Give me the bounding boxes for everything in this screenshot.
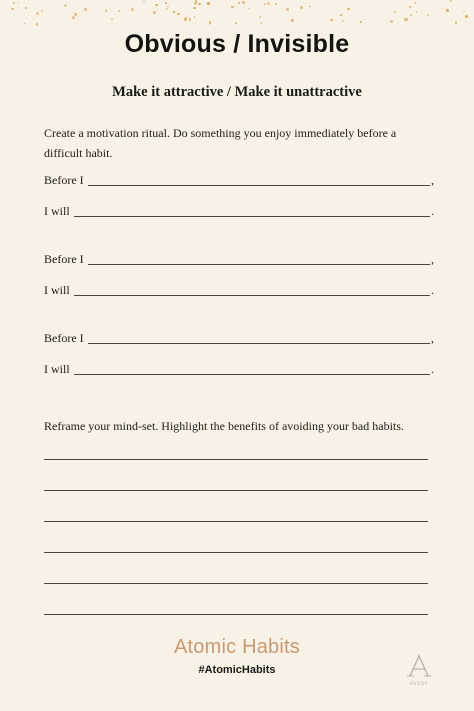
confetti-dot (153, 11, 156, 14)
confetti-dot (118, 10, 120, 12)
confetti-dot (231, 6, 234, 9)
writing-line-6[interactable] (44, 614, 428, 615)
confetti-dot (404, 18, 407, 21)
confetti-dot (347, 8, 349, 10)
field-label: Before I (44, 331, 84, 345)
confetti-dot (173, 11, 175, 13)
confetti-dot (342, 20, 344, 22)
confetti-dot (131, 8, 134, 11)
fill-in-line (88, 174, 430, 186)
before-i-field-3[interactable]: Before I , (44, 331, 434, 345)
confetti-decoration (0, 0, 474, 28)
confetti-dot (11, 8, 14, 11)
confetti-dot (238, 2, 240, 4)
confetti-dot (18, 2, 20, 4)
confetti-dot (463, 11, 465, 13)
confetti-dot (155, 4, 158, 7)
confetti-dot (455, 21, 457, 23)
confetti-dot (410, 14, 412, 16)
writing-line-1[interactable] (44, 459, 428, 460)
field-label: Before I (44, 252, 84, 266)
confetti-dot (24, 23, 26, 25)
confetti-dot (72, 16, 75, 19)
confetti-dot (390, 20, 393, 23)
confetti-dot (414, 2, 416, 4)
confetti-dot (465, 15, 468, 18)
confetti-dot (36, 23, 38, 25)
confetti-dot (309, 6, 311, 8)
i-will-field-1[interactable]: I will . (44, 204, 434, 218)
reframe-mindset-instruction: Reframe your mind-set. Highlight the benefits of avoiding your bad habits. (44, 419, 404, 433)
confetti-dot (267, 2, 270, 5)
confetti-dot (41, 10, 44, 13)
confetti-dot (286, 8, 289, 11)
confetti-dot (184, 18, 187, 21)
confetti-dot (165, 2, 167, 4)
confetti-dot (275, 3, 277, 5)
page-subtitle: Make it attractive / Make it unattractive (112, 84, 362, 100)
brand-logo-text: Atomic Habits (174, 636, 300, 658)
confetti-dot (209, 21, 211, 23)
fill-in-line (88, 253, 430, 265)
avery-publisher-logo-icon (405, 652, 433, 688)
before-i-field-1[interactable]: Before I , (44, 173, 434, 187)
confetti-dot (166, 8, 168, 10)
confetti-dot (13, 2, 15, 4)
confetti-dot (446, 9, 449, 12)
confetti-dot (198, 3, 201, 6)
confetti-dot (105, 9, 107, 11)
confetti-dot (177, 13, 179, 15)
field-label: I will (44, 283, 70, 297)
confetti-dot (111, 18, 113, 20)
before-i-field-2[interactable]: Before I , (44, 252, 434, 266)
confetti-dot (25, 7, 27, 9)
fill-in-line (74, 284, 430, 296)
writing-line-4[interactable] (44, 552, 428, 553)
i-will-field-2[interactable]: I will . (44, 283, 434, 297)
confetti-dot (194, 16, 196, 18)
writing-line-3[interactable] (44, 521, 428, 522)
confetti-dot (416, 11, 418, 13)
confetti-dot (427, 14, 429, 16)
confetti-dot (36, 12, 39, 15)
confetti-dot (260, 22, 262, 24)
confetti-dot (264, 3, 266, 5)
hashtag: #AtomicHabits (198, 664, 276, 676)
confetti-dot (259, 16, 261, 18)
confetti-dot (84, 8, 87, 11)
fill-in-line (88, 332, 430, 344)
confetti-dot (373, 22, 375, 24)
confetti-dot (143, 1, 145, 3)
fill-in-line (74, 205, 430, 217)
field-label: I will (44, 362, 70, 376)
confetti-dot (189, 18, 192, 21)
writing-line-2[interactable] (44, 490, 428, 491)
confetti-dot (207, 2, 210, 5)
field-label: I will (44, 204, 70, 218)
confetti-dot (360, 21, 362, 23)
writing-line-5[interactable] (44, 583, 428, 584)
confetti-dot (64, 4, 67, 7)
i-will-field-3[interactable]: I will . (44, 362, 434, 376)
confetti-dot (242, 1, 245, 4)
confetti-dot (167, 6, 169, 8)
confetti-dot (330, 19, 332, 21)
motivation-ritual-instruction: Create a motivation ritual. Do something you enjoy immediately before a difficult habit. (44, 126, 397, 160)
page-title: Obvious / Invisible (124, 30, 350, 58)
field-label: Before I (44, 173, 84, 187)
confetti-dot (291, 19, 294, 22)
confetti-dot (340, 14, 342, 16)
confetti-dot (193, 7, 196, 10)
confetti-dot (409, 6, 412, 9)
confetti-dot (194, 2, 197, 5)
fill-in-line (74, 363, 430, 375)
svg-text:AVERY: AVERY (409, 682, 429, 687)
confetti-dot (450, 0, 452, 2)
confetti-dot (394, 11, 396, 13)
confetti-dot (300, 6, 303, 9)
confetti-dot (235, 22, 238, 25)
confetti-dot (248, 8, 250, 10)
